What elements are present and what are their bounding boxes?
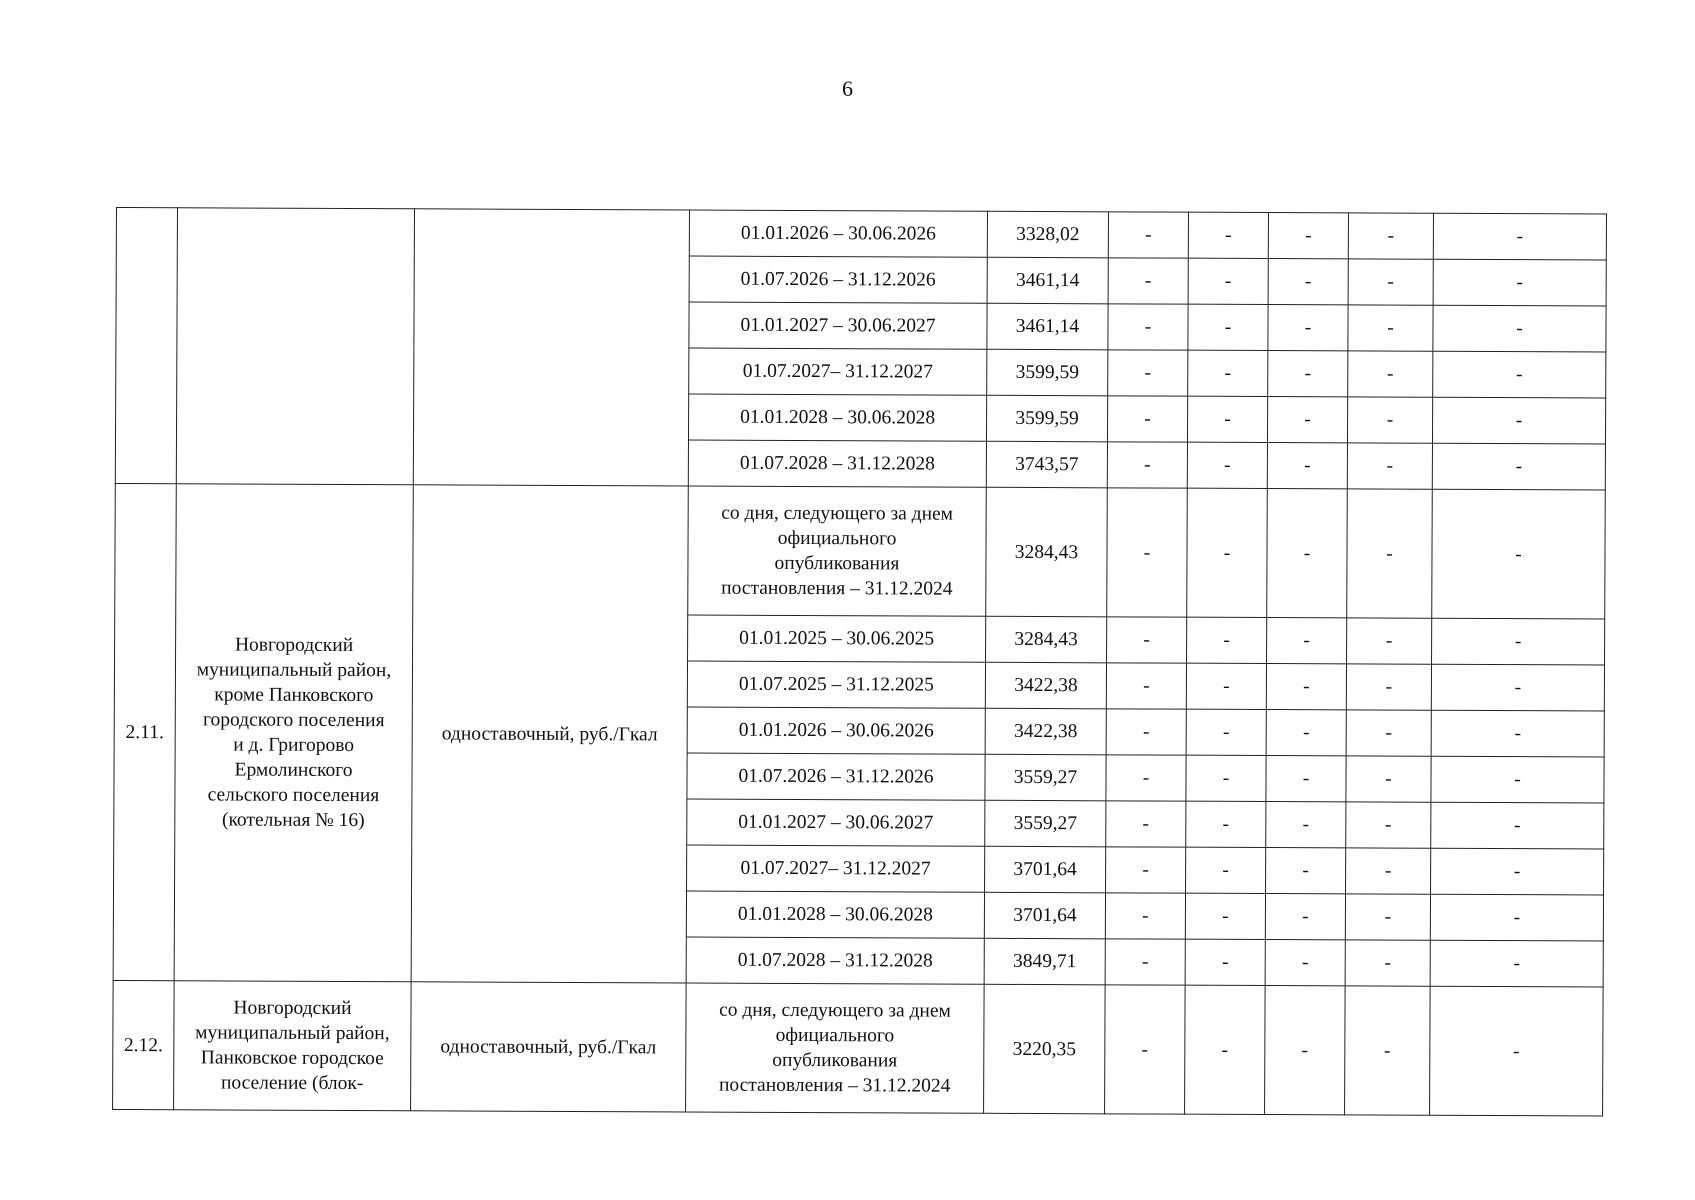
empty-value-cell: -	[1105, 893, 1185, 939]
tariff-value-cell: 3559,27	[985, 754, 1106, 801]
tariff-table-body	[113, 208, 1607, 1116]
period-cell	[689, 302, 987, 349]
period-line: постановления – 31.12.2024	[721, 577, 953, 600]
territory-line: кроме Панковского	[214, 684, 374, 707]
empty-value-cell: -	[1345, 894, 1430, 940]
item-number-cell: 2.12.	[113, 980, 175, 1109]
territory-line: и д. Григорово	[233, 734, 355, 757]
tariff-value-cell: 3284,43	[986, 487, 1108, 617]
empty-value-cell: -	[1188, 258, 1268, 304]
empty-value-cell: -	[1108, 212, 1188, 258]
empty-value-cell: -	[1347, 489, 1433, 618]
empty-value-cell: -	[1346, 802, 1431, 848]
period-line: опубликования	[774, 552, 900, 575]
empty-value-cell: -	[1187, 617, 1267, 663]
period-cell	[688, 440, 986, 487]
empty-value-cell: -	[1433, 259, 1606, 306]
territory-line: поселение (блок-	[220, 1072, 364, 1095]
territory-line: Новгородский	[233, 997, 352, 1020]
tariff-value-cell: 3422,38	[985, 708, 1106, 755]
period-line: со дня, следующего за днем	[719, 999, 951, 1022]
empty-value-cell: -	[1432, 443, 1605, 490]
empty-value-cell: -	[1265, 894, 1345, 940]
period-cell	[689, 348, 987, 395]
period-cell	[687, 845, 985, 892]
empty-value-cell: -	[1108, 350, 1188, 396]
empty-value-cell: -	[1106, 755, 1186, 801]
period-line: 01.07.2026 – 31.12.2026	[740, 268, 936, 291]
territory-line: (котельная № 16)	[221, 809, 365, 832]
period-line: со дня, следующего за днем	[721, 502, 954, 525]
empty-value-cell: -	[1107, 488, 1188, 617]
empty-value-cell: -	[1430, 940, 1603, 987]
period-line: официального	[775, 1024, 895, 1047]
empty-value-cell: -	[1431, 802, 1604, 849]
empty-value-cell: -	[1187, 396, 1267, 442]
period-cell	[686, 891, 984, 938]
territory-line: Ермолинского	[234, 759, 353, 782]
empty-value-cell: -	[1188, 350, 1268, 396]
empty-value-cell: -	[1105, 985, 1186, 1114]
tariff-type-cell	[413, 209, 689, 486]
tariff-value-cell: 3559,27	[985, 800, 1106, 847]
period-line: 01.01.2025 – 30.06.2025	[739, 627, 935, 650]
period-cell	[686, 983, 985, 1113]
table-row	[113, 980, 1604, 1116]
tariff-value-cell: 3599,59	[987, 349, 1108, 396]
territory-cell	[174, 484, 413, 982]
empty-value-cell: -	[1267, 397, 1347, 443]
empty-value-cell: -	[1266, 848, 1346, 894]
tariff-value-cell: 3461,14	[987, 257, 1108, 304]
territory-line: Новгородский	[234, 634, 354, 657]
empty-value-cell: -	[1268, 351, 1348, 397]
empty-value-cell: -	[1433, 351, 1606, 398]
empty-value-cell: -	[1431, 664, 1604, 711]
empty-value-cell: -	[1107, 442, 1187, 488]
period-line: 01.07.2028 – 31.12.2028	[739, 452, 935, 475]
empty-value-cell: -	[1108, 304, 1188, 350]
empty-value-cell: -	[1345, 940, 1430, 986]
period-cell	[687, 661, 985, 708]
empty-value-cell: -	[1267, 443, 1347, 489]
period-line: 01.01.2028 – 30.06.2028	[740, 406, 936, 429]
territory-line: Панковское городское	[200, 1047, 384, 1070]
empty-value-cell: -	[1347, 397, 1432, 443]
empty-value-cell: -	[1432, 397, 1605, 444]
period-line: 01.07.2028 – 31.12.2028	[737, 949, 933, 972]
period-line: 01.01.2026 – 30.06.2026	[740, 222, 936, 245]
empty-value-cell: -	[1430, 894, 1603, 941]
tariff-value-cell: 3284,43	[986, 616, 1107, 663]
period-cell	[687, 799, 985, 846]
empty-value-cell: -	[1188, 304, 1268, 350]
empty-value-cell: -	[1107, 396, 1187, 442]
period-cell	[688, 394, 986, 441]
territory-line: сельского поселения	[207, 784, 380, 807]
item-number-cell: 2.11.	[113, 483, 176, 980]
page-number: 6	[842, 76, 853, 101]
empty-value-cell: -	[1265, 986, 1346, 1115]
empty-value-cell: -	[1346, 756, 1431, 802]
empty-value-cell: -	[1346, 848, 1431, 894]
period-line: 01.01.2026 – 30.06.2026	[738, 719, 934, 742]
tariff-type-cell: одноставочный, руб./Гкал	[411, 982, 687, 1112]
territory-line: городского поселения	[202, 709, 385, 732]
empty-value-cell: -	[1188, 212, 1268, 258]
empty-value-cell: -	[1347, 618, 1432, 664]
tariff-value-cell: 3422,38	[985, 662, 1106, 709]
empty-value-cell: -	[1348, 351, 1433, 397]
empty-value-cell: -	[1267, 489, 1348, 618]
empty-value-cell: -	[1186, 847, 1266, 893]
territory-cell	[174, 981, 412, 1111]
territory-line: муниципальный район,	[196, 659, 392, 682]
empty-value-cell: -	[1348, 305, 1433, 351]
empty-value-cell: -	[1106, 801, 1186, 847]
empty-value-cell: -	[1187, 488, 1268, 617]
empty-value-cell: -	[1186, 801, 1266, 847]
empty-value-cell: -	[1186, 755, 1266, 801]
empty-value-cell: -	[1267, 618, 1347, 664]
territory-line: муниципальный район,	[195, 1022, 390, 1045]
period-cell	[687, 707, 985, 754]
empty-value-cell: -	[1432, 618, 1605, 665]
empty-value-cell: -	[1433, 213, 1606, 260]
tariff-value-cell: 3701,64	[984, 892, 1105, 939]
empty-value-cell: -	[1108, 258, 1188, 304]
empty-value-cell: -	[1106, 709, 1186, 755]
empty-value-cell: -	[1431, 710, 1604, 757]
period-line: 01.07.2027– 31.12.2027	[742, 360, 933, 383]
empty-value-cell: -	[1265, 940, 1345, 986]
empty-value-cell: -	[1107, 617, 1187, 663]
empty-value-cell: -	[1185, 939, 1265, 985]
empty-value-cell: -	[1432, 489, 1606, 619]
empty-value-cell: -	[1266, 756, 1346, 802]
period-line: 01.01.2028 – 30.06.2028	[737, 903, 933, 926]
tariff-type-cell: одноставочный, руб./Гкал	[411, 485, 688, 983]
tariff-value-cell: 3701,64	[985, 846, 1106, 893]
period-cell	[688, 486, 987, 616]
empty-value-cell: -	[1186, 663, 1266, 709]
period-cell	[689, 256, 987, 303]
tariff-value-cell: 3328,02	[987, 211, 1108, 258]
empty-value-cell: -	[1431, 756, 1604, 803]
item-number-cell	[115, 208, 177, 484]
period-cell	[687, 753, 985, 800]
empty-value-cell: -	[1185, 893, 1265, 939]
table-row	[115, 483, 1606, 619]
tariff-value-cell: 3743,57	[986, 441, 1107, 488]
tariff-value-cell: 3220,35	[984, 984, 1106, 1114]
tariff-value-cell: 3849,71	[984, 938, 1105, 985]
empty-value-cell: -	[1268, 213, 1348, 259]
empty-value-cell: -	[1346, 710, 1431, 756]
empty-value-cell: -	[1348, 259, 1433, 305]
empty-value-cell: -	[1346, 664, 1431, 710]
empty-value-cell: -	[1266, 710, 1346, 756]
period-line: 01.07.2025 – 31.12.2025	[738, 673, 934, 696]
period-line: 01.01.2027 – 30.06.2027	[740, 314, 936, 337]
empty-value-cell: -	[1348, 213, 1433, 259]
period-line: 01.07.2026 – 31.12.2026	[738, 765, 934, 788]
empty-value-cell: -	[1268, 305, 1348, 351]
tariff-table	[112, 207, 1607, 1116]
empty-value-cell: -	[1430, 986, 1604, 1116]
empty-value-cell: -	[1345, 986, 1431, 1115]
empty-value-cell: -	[1347, 443, 1432, 489]
empty-value-cell: -	[1268, 259, 1348, 305]
table-row	[116, 208, 1606, 261]
tariff-value-cell: 3461,14	[987, 303, 1108, 350]
period-cell	[689, 210, 987, 257]
period-line: опубликования	[772, 1049, 898, 1072]
tariff-value-cell: 3599,59	[986, 395, 1107, 442]
empty-value-cell: -	[1266, 802, 1346, 848]
period-line: официального	[777, 527, 897, 550]
empty-value-cell: -	[1106, 847, 1186, 893]
period-cell	[688, 615, 986, 662]
period-line: 01.01.2027 – 30.06.2027	[738, 811, 934, 834]
territory-cell	[176, 208, 414, 485]
period-cell	[686, 937, 984, 984]
empty-value-cell: -	[1431, 848, 1604, 895]
empty-value-cell: -	[1186, 709, 1266, 755]
empty-value-cell: -	[1433, 305, 1606, 352]
empty-value-cell: -	[1105, 939, 1185, 985]
period-line: 01.07.2027– 31.12.2027	[740, 857, 931, 880]
empty-value-cell: -	[1187, 442, 1267, 488]
period-line: постановления – 31.12.2024	[718, 1074, 951, 1097]
empty-value-cell: -	[1266, 664, 1346, 710]
empty-value-cell: -	[1106, 663, 1186, 709]
empty-value-cell: -	[1185, 985, 1266, 1114]
